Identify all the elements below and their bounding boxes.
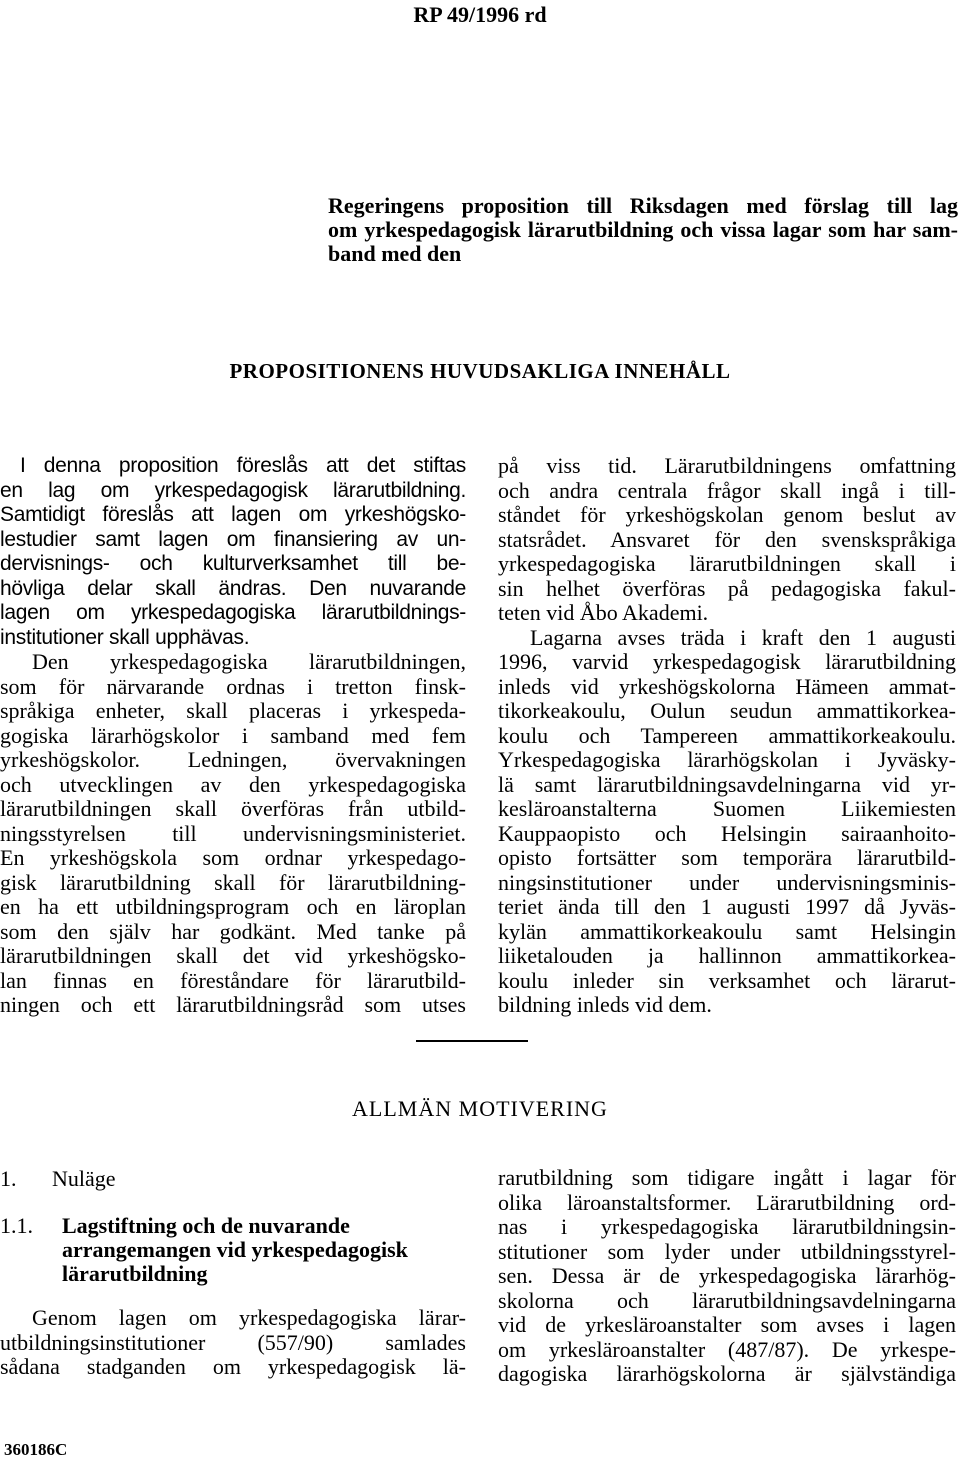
text-line: rarutbildning som tidigare ingått i lagar för [498,1165,956,1190]
motivering-left-column [0,1306,466,1380]
text-line: gogiska lärarhögskolor i samband med fem [0,722,466,748]
text-line: lestudier samt lagen om finansiering av un- [0,527,466,551]
section-number: 1. [0,1166,17,1191]
motivering-right-column [498,1166,956,1387]
text-line: ningsstyrelsen till undervisningsministeriet. [0,820,466,846]
title-line: lärarutbildning [62,1261,208,1286]
title-line: Regeringens proposition till Riksdagen med förslag till lag [328,193,958,218]
text-line: koulu inleder sin verksamhet och lärarut- [498,967,956,993]
text-line: och utvecklingen av den yrkespedagogiska [0,771,466,797]
text-line: ningen och ett lärarutbildningsråd som utses [0,992,466,1017]
text-line: om yrkesläroanstalter (487/87). De yrkespe- [498,1336,956,1362]
section-title: Nuläge [52,1166,116,1191]
text-line: opisto fortsätter som temporära lärarutbild- [498,845,956,870]
summary-left-column-body [0,650,466,1018]
text-line: en lag om yrkespedagogisk lärarutbildning. [0,478,466,502]
text-line: I denna proposition föreslås att det stiftas [20,454,466,477]
title-line: band med den [328,241,462,266]
title-line: Lagstiftning och de nuvarande [62,1213,350,1238]
print-code: 360186C [4,1440,68,1459]
section-title [62,1214,462,1286]
text-line: Den yrkespedagogiska lärarutbildningen, [32,649,466,674]
text-line: och andra centrala frågor skall ingå i till- [498,477,956,503]
text-line: kesläroanstalterna Suomen Liikemiesten [498,796,956,821]
text-line: ståndet för yrkeshögskolan genom beslut av [498,502,956,527]
text-line: som den själv har godkänt. Med tanke på [0,918,466,944]
text-line: 1996, varvid yrkespedagogisk lärarutbildning [498,649,956,674]
text-line: sådana stadganden om yrkespedagogisk lä- [0,1354,466,1379]
title-line: om yrkespedagogisk lärarutbildning och vissa lagar som har sam- [328,217,958,242]
text-line: teriet ända till den 1 augusti 1997 då Jyväs- [498,894,956,919]
text-line: yrkeshögskolor. Ledningen, övervakningen [0,747,466,772]
section-divider [416,1040,528,1042]
text-line: teten vid Åbo Akademi. [498,600,709,625]
text-line: institutioner skall upphävas. [0,625,250,649]
text-line: lan finnas en föreståndare för lärarutbild- [0,967,466,993]
text-line: dervisnings- och kulturverksamhet till be- [0,552,466,575]
proposition-title [328,194,958,266]
text-line: språkiga enheter, skall placeras i yrkespeda- [0,698,466,723]
motivering-heading: ALLMÄN MOTIVERING [352,1096,608,1121]
text-line: vid de yrkesläroanstalter som avses i lagen [498,1312,956,1337]
text-line: nas i yrkespedagogiska lärarutbildningsin- [498,1214,956,1239]
text-line: skolorna och lärarutbildningsavdelningarna [498,1287,956,1313]
text-line: utbildningsinstitutioner (557/90) samlades [0,1329,466,1355]
text-line: gisk lärarutbildning skall för lärarutbildning- [0,869,466,895]
text-line: koulu och Tampereen ammattikorkeakoulu. [498,722,956,748]
text-line: statsrådet. Ansvaret för den svenskspråkiga [498,526,956,552]
text-line: ningsinstitutioner under undervisningsminis- [498,869,956,895]
text-line: tikorkeakoulu, Oulun seudun ammattikorkea- [498,698,956,723]
text-line: som för närvarande ordnas i tretton finsk- [0,673,466,699]
text-line: sin helhet överföras på pedagogiska fakul- [498,575,956,601]
text-line: Genom lagen om yrkespedagogiska lärar- [32,1305,466,1330]
text-line: hövliga delar skall ändras. Den nuvarande [0,576,466,600]
summary-right-column [498,454,956,1018]
summary-heading: PROPOSITIONENS HUVUDSAKLIGA INNEHÅLL [229,359,731,383]
text-line: en ha ett utbildningsprogram och en läroplan [0,894,466,919]
text-line: yrkespedagogiska lärarutbildningen skall i [498,551,956,576]
section-1-heading [0,1166,116,1192]
text-line: sen. Dessa är de yrkespedagogiska lärarhög- [498,1263,956,1288]
text-line: liiketalouden ja hallinnon ammattikorkea- [498,943,956,968]
text-line: lärarutbildningen skall överföras från utbild- [0,796,466,821]
text-line: på viss tid. Lärarutbildningens omfattning [498,453,956,478]
document-number: RP 49/1996 rd [413,2,547,27]
text-line: stitutioner som lyder under utbildningsstyrel- [498,1238,956,1264]
text-line: dagogiska lärarhögskolorna är självständiga [498,1361,956,1386]
text-line: Lagarna avses träda i kraft den 1 augusti [530,624,956,650]
text-line: olika läroanstaltsformer. Lärarutbildning ord- [498,1189,956,1215]
text-line: kylän ammattikorkeakoulu samt Helsingin [498,918,956,944]
title-line: arrangemangen vid yrkespedagogisk [62,1237,408,1262]
text-line: Samtidigt föreslås att lagen om yrkeshögsko- [0,503,466,526]
text-line: Kauppaopisto och Helsingin sairaanhoito- [498,820,956,846]
text-line: Yrkespedagogiska lärarhögskolan i Jyväsky- [498,747,956,772]
text-line: lagen om yrkespedagogiska lärarutbildnings- [0,601,466,624]
text-line: En yrkeshögskola som ordnar yrkespedago- [0,845,466,870]
text-line: lärarutbildningen skall det vid yrkeshögsko- [0,943,466,968]
text-line: bildning inleds vid dem. [498,992,712,1017]
summary-left-column-intro [0,454,466,650]
text-line: lä samt lärarutbildningsavdelningarna vid yr- [498,771,956,797]
text-line: inleds vid yrkeshögskolorna Hämeen ammat- [498,673,956,699]
section-number: 1.1. [0,1213,33,1238]
